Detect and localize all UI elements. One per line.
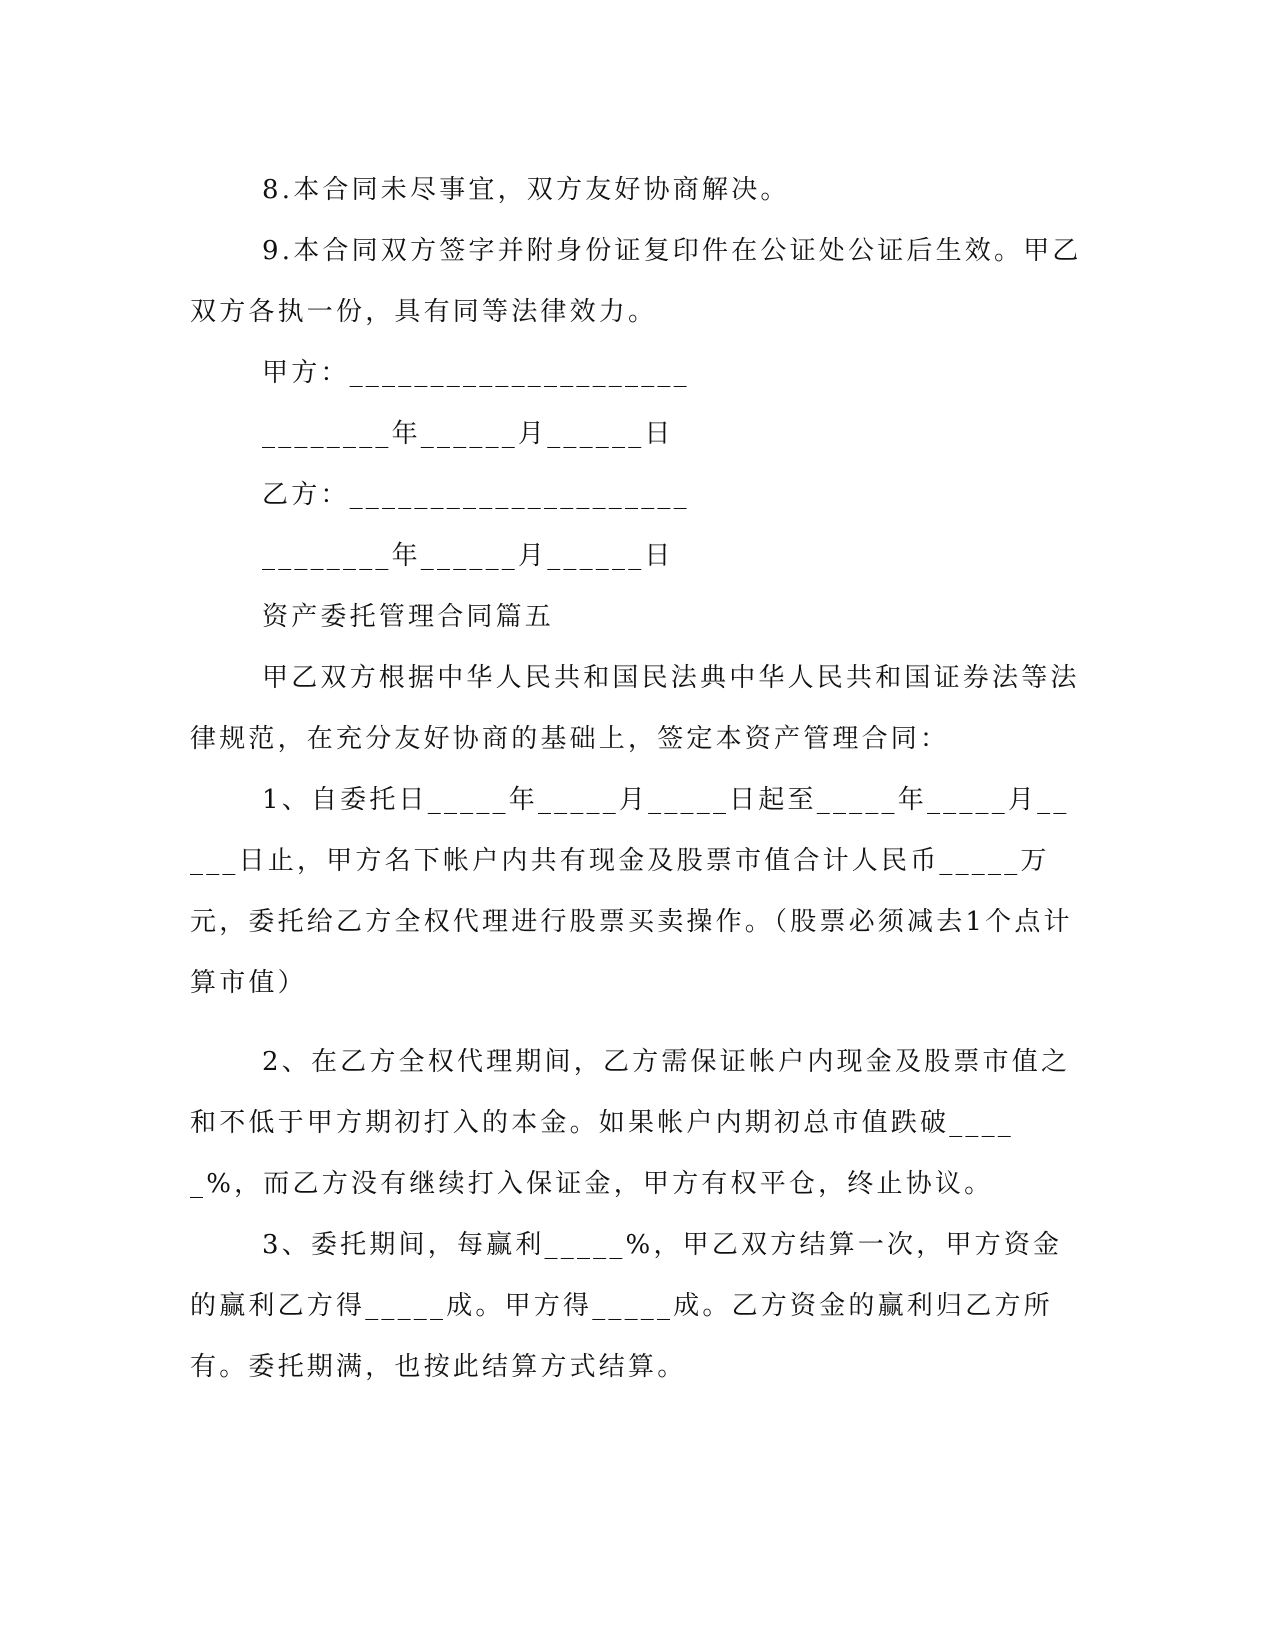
document-body xyxy=(190,160,1085,1398)
paragraph-clause-2: 2、在乙方全权代理期间，乙方需保证帐户内现金及股票市值之和不低于甲方期初打入的本金。如果帐户内期初总市值跌破_____%，而乙方没有继续打入保证金，甲方有权平仓，终止协议。 xyxy=(190,1047,1071,1199)
date-line-party-b: ________年______月______日 xyxy=(262,541,674,571)
date-line-party-a: ________年______月______日 xyxy=(262,419,674,449)
paragraph-intro: 甲乙双方根据中华人民共和国民法典中华人民共和国证券法等法律规范，在充分友好协商的基础上，签定本资产管理合同： xyxy=(190,663,1080,754)
paragraph-gap xyxy=(190,1014,1085,1032)
signature-line-party-b: 乙方：_____________________ xyxy=(262,480,690,510)
section-title: 资产委托管理合同篇五 xyxy=(262,602,555,632)
signature-line-party-a: 甲方：_____________________ xyxy=(262,358,690,388)
paragraph-clause-9: 9.本合同双方签字并附身份证复印件在公证处公证后生效。甲乙双方各执一份，具有同等法律效力。 xyxy=(190,236,1082,327)
paragraph-clause-8: 8.本合同未尽事宜，双方友好协商解决。 xyxy=(262,175,790,205)
paragraph-clause-3: 3、委托期间，每赢利_____%，甲乙双方结算一次，甲方资金的赢利乙方得_____成。甲方得_____成。乙方资金的赢利归乙方所有。委托期满，也按此结算方式结算。 xyxy=(190,1230,1063,1382)
paragraph-clause-1: 1、自委托日_____年_____月_____日起至_____年_____月_____日止，甲方名下帐户内共有现金及股票市值合计人民币_____万元，委托给乙方全权代理进行股票买卖操作。（股票必须减去1个点计算市值） xyxy=(190,785,1073,998)
